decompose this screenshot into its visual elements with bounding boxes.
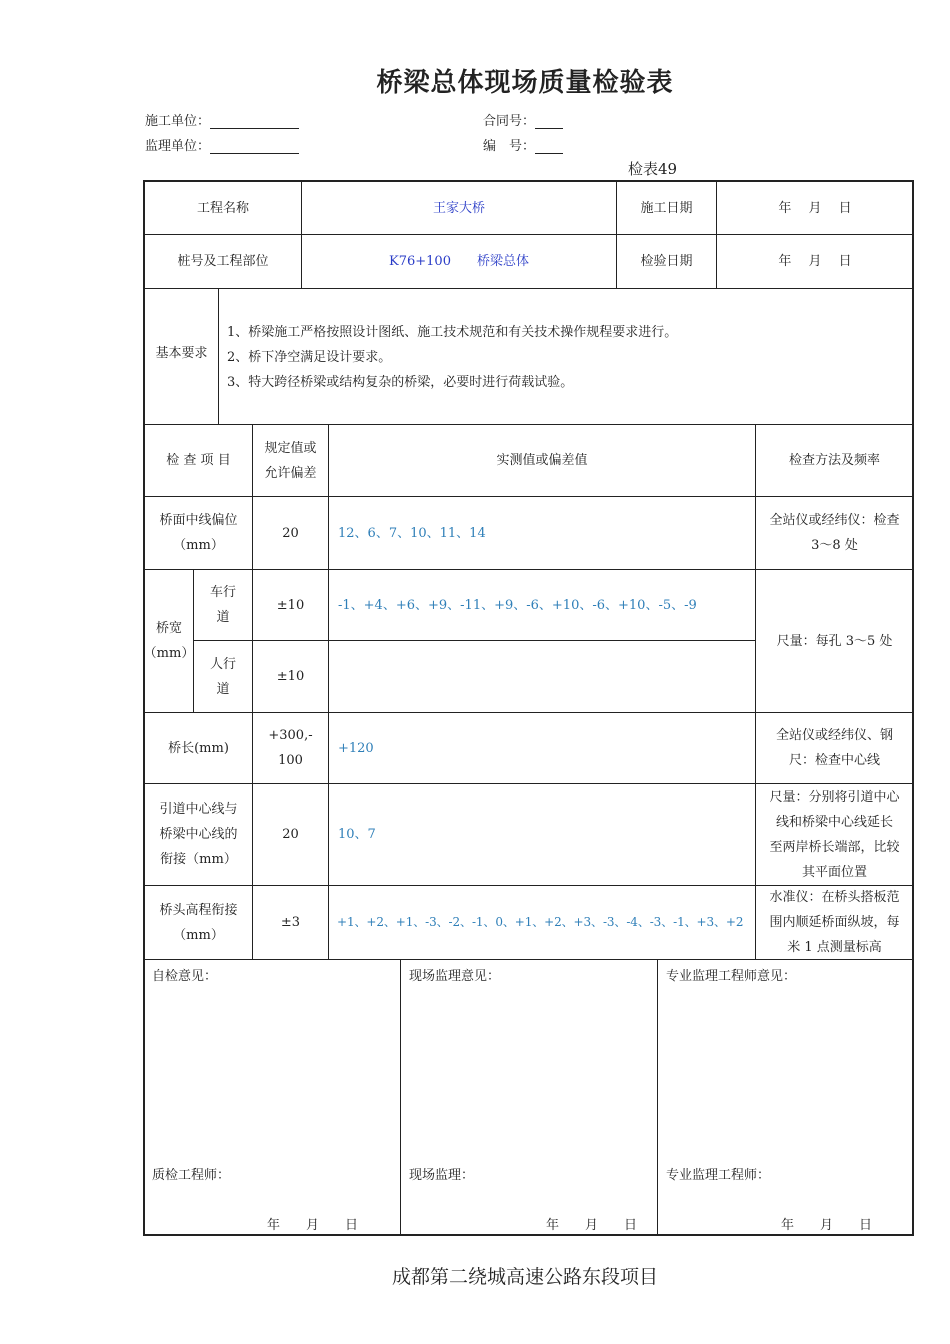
site-supervision-date[interactable]: 年 月 日: [546, 1218, 638, 1233]
row-centerline-tolerance: 20: [282, 525, 299, 541]
self-check-date[interactable]: 年 月 日: [267, 1218, 359, 1233]
method-line: 至两岸桥长端部，比较: [769, 839, 900, 855]
method-line: 线和桥梁中心线延长: [775, 814, 893, 830]
site-supervisor-signature[interactable]: 现场监理：: [409, 1168, 475, 1183]
project-name-label: 工程名称: [196, 200, 249, 216]
row-elevation-method: [756, 886, 913, 959]
row-carriageway-tolerance: ±10: [276, 597, 305, 613]
col-header-tolerance-line2: 允许偏差: [264, 465, 317, 481]
row-name-line: 桥面中线偏位: [159, 513, 238, 528]
method-line: 全站仪或经纬仪：检查: [769, 513, 900, 528]
serial-no-field: [483, 135, 563, 154]
col-header-tolerance: [253, 425, 328, 496]
basic-requirements-label: 基本要求: [155, 345, 208, 361]
row-approach-name: [145, 784, 252, 885]
station-label: 桩号及工程部位: [177, 254, 269, 269]
requirement-item: 3、特大跨径桥梁或结构复杂的桥梁，必要时进行荷载试验。: [227, 375, 574, 390]
method-line: 3～8 处: [811, 538, 858, 553]
row-name-line: （mm）: [173, 538, 224, 553]
inspection-date-value[interactable]: 年 月 日: [778, 254, 852, 269]
row-name-line: 桥宽: [155, 621, 182, 636]
construction-unit-blank[interactable]: [210, 114, 299, 129]
specialist-opinion-label: 专业监理工程师意见：: [666, 969, 797, 984]
row-elevation-name: [145, 886, 252, 959]
page-title: 桥梁总体现场质量检验表: [376, 68, 674, 98]
row-length-measured[interactable]: +120: [338, 740, 374, 756]
col-header-tolerance-line1: 规定值或: [264, 440, 317, 456]
row-name-line: （mm）: [173, 927, 224, 943]
site-supervision-opinion-label: 现场监理意见：: [409, 969, 501, 984]
project-footer: 成都第二绕城高速公路东段项目: [391, 1266, 658, 1288]
col-header-measured: 实测值或偏差值: [496, 453, 588, 468]
serial-no-blank[interactable]: [535, 139, 563, 154]
construction-date-label: 施工日期: [640, 200, 693, 216]
row-width-name: [145, 570, 193, 712]
row-elevation-measured[interactable]: +1、+2、+1、-3、-2、-1、0、+1、+2、+3、-3、-4、-3、-1、+3、+2: [337, 915, 744, 929]
method-line: 尺量：分别将引道中心: [769, 789, 900, 805]
row-sidewalk-tolerance: ±10: [276, 669, 305, 684]
supervision-unit-blank[interactable]: [210, 139, 299, 154]
supervision-unit-label: 监理单位：: [145, 139, 211, 154]
serial-no-label: 编 号：: [483, 139, 536, 154]
row-name-line: 引道中心线与: [159, 802, 238, 817]
qc-engineer-signature[interactable]: 质检工程师：: [152, 1168, 231, 1183]
contract-no-label: 合同号：: [483, 114, 536, 129]
construction-unit-label: 施工单位：: [145, 114, 211, 129]
method-line: 围内顺延桥面纵坡，每: [769, 915, 900, 930]
row-length-tolerance: [253, 713, 328, 783]
row-name-line: 道: [216, 681, 230, 697]
row-name-line: 衔接（mm）: [160, 852, 237, 867]
method-line: 米 1 点测量标高: [787, 940, 882, 955]
method-line: 其平面位置: [801, 864, 867, 880]
row-approach-tolerance: 20: [282, 827, 299, 842]
row-name-line: 桥头高程衔接: [159, 902, 238, 918]
method-line: 全站仪或经纬仪、钢: [775, 728, 893, 743]
method-line: 尺：检查中心线: [788, 753, 880, 768]
self-check-opinion-label: 自检意见：: [152, 969, 218, 984]
row-width-method: 尺量：每孔 3～5 处: [776, 633, 893, 649]
row-length-method: [756, 713, 913, 783]
col-header-method: 检查方法及频率: [788, 453, 880, 468]
row-sidewalk-measured[interactable]: [329, 641, 755, 712]
grid-line: [400, 959, 401, 1236]
contract-no-field: [483, 110, 563, 129]
row-centerline-method: [756, 497, 913, 569]
supervision-unit-field: [145, 135, 299, 154]
grid-line: [657, 959, 658, 1236]
requirement-item: 2、桥下净空满足设计要求。: [227, 350, 392, 365]
row-name-line: （mm）: [143, 646, 195, 661]
row-sidewalk-name: [194, 641, 252, 712]
requirement-item: 1、桥梁施工严格按照设计图纸、施工技术规范和有关技术操作规程要求进行。: [227, 325, 678, 340]
project-name-value[interactable]: 王家大桥: [432, 200, 485, 216]
row-carriageway-measured[interactable]: -1、+4、+6、+9、-11、+9、-6、+10、-6、+10、-5、-9: [338, 597, 697, 613]
row-centerline-name: [145, 497, 252, 569]
row-approach-method: [756, 784, 913, 885]
contract-no-blank[interactable]: [535, 114, 563, 129]
inspection-date-label: 检验日期: [640, 254, 693, 269]
row-centerline-measured[interactable]: 12、6、7、10、11、14: [338, 525, 486, 541]
row-name-line: 车行: [209, 585, 236, 600]
basic-requirements-list: [227, 320, 677, 395]
tolerance-line: 100: [278, 753, 303, 768]
row-elevation-tolerance: ±3: [280, 915, 301, 930]
construction-unit-field: [145, 110, 299, 129]
row-carriageway-name: [194, 570, 252, 640]
row-length-name: 桥长(mm): [168, 740, 229, 756]
col-header-item: 检 查 项 目: [166, 453, 231, 468]
form-code: 检表49: [628, 160, 678, 178]
construction-date-value[interactable]: 年 月 日: [778, 200, 852, 216]
specialist-engineer-signature[interactable]: 专业监理工程师：: [666, 1168, 771, 1183]
row-name-line: 人行: [209, 656, 236, 672]
row-name-line: 桥梁中心线的: [159, 827, 238, 842]
method-line: 水准仪：在桥头搭板范: [769, 890, 900, 905]
station-value[interactable]: K76+100 桥梁总体: [389, 254, 529, 269]
specialist-date[interactable]: 年 月 日: [781, 1218, 873, 1233]
row-approach-measured[interactable]: 10、7: [338, 827, 376, 842]
grid-line: [218, 288, 219, 424]
grid-line: [143, 288, 914, 289]
tolerance-line: +300,-: [268, 728, 313, 743]
row-name-line: 道: [216, 610, 230, 625]
